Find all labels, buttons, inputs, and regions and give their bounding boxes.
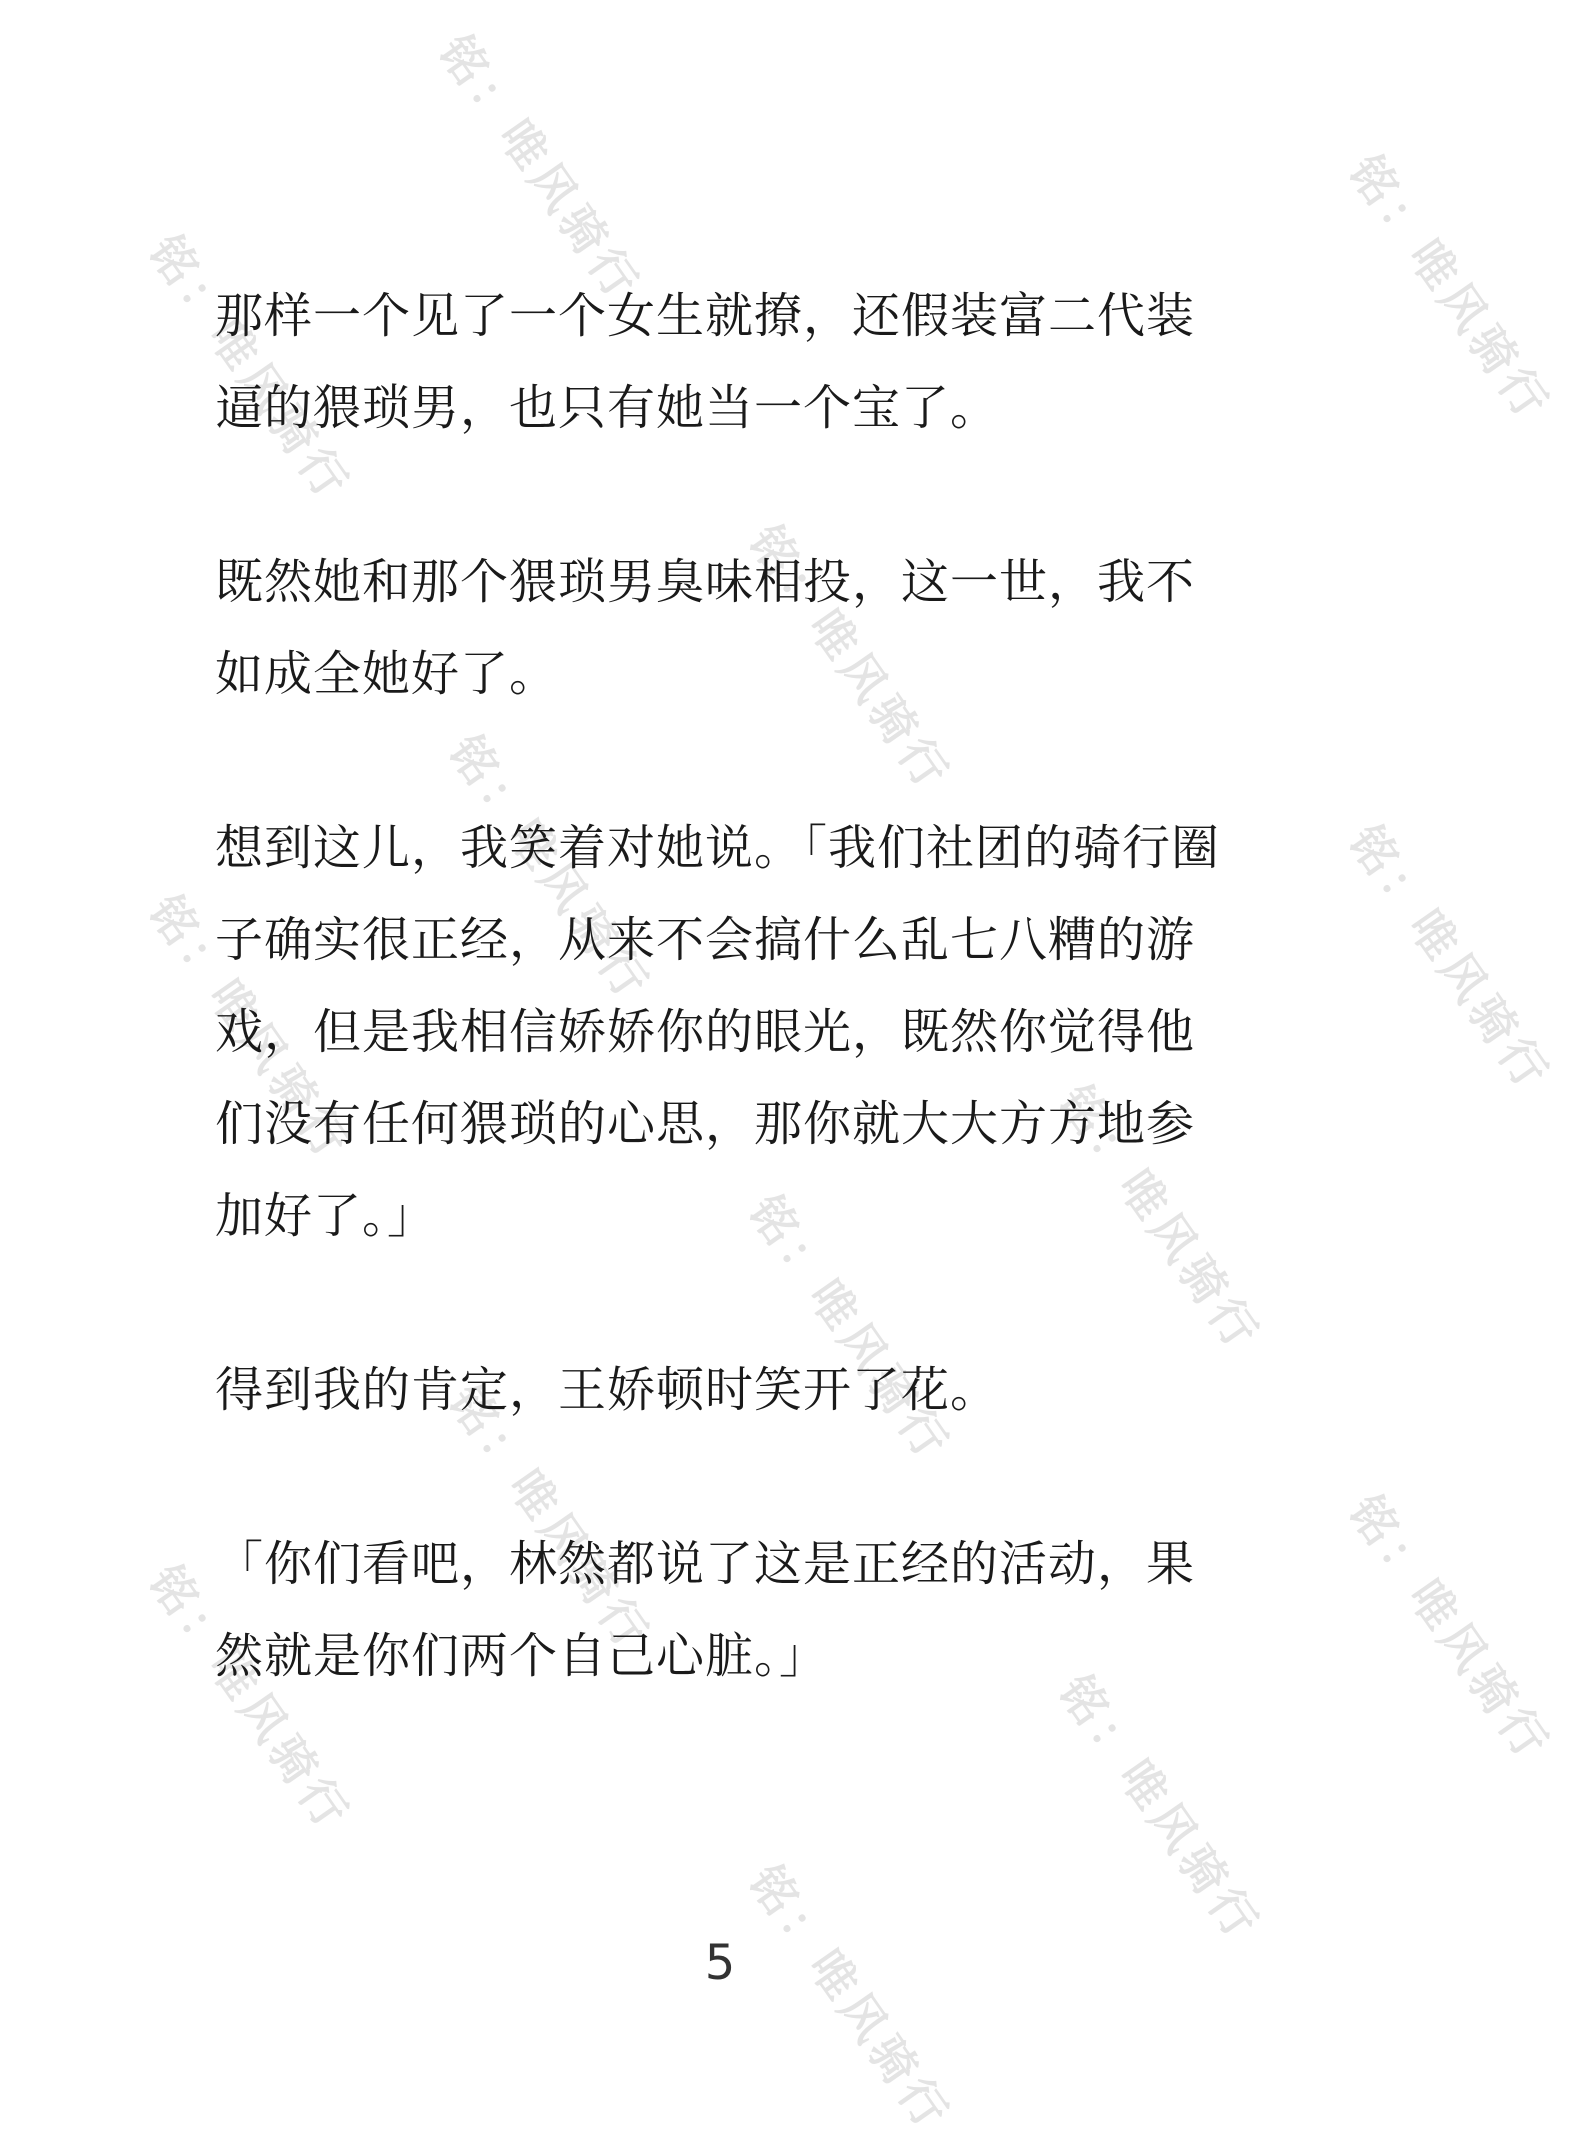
watermark: 铭：唯风骑行 bbox=[1338, 1485, 1562, 1772]
paragraph: 得到我的肯定，王娇顿时笑开了花。 bbox=[215, 1362, 1000, 1418]
watermark: 铭：唯风骑行 bbox=[438, 725, 662, 1012]
article-body bbox=[215, 270, 1225, 1784]
watermark: 铭：唯风骑行 bbox=[438, 1375, 662, 1662]
paragraph: 既然她和那个猥琐男臭味相投，这一世，我不如成全她好了。 bbox=[215, 554, 1196, 702]
watermark: 铭：唯风骑行 bbox=[1338, 815, 1562, 1102]
page-number: 5 bbox=[704, 1935, 736, 1991]
watermark: 铭：唯风骑行 bbox=[138, 225, 362, 512]
paragraph: 「你们看吧，林然都说了这是正经的活动，果然就是你们两个自己心脏。」 bbox=[215, 1536, 1196, 1684]
watermark: 铭：唯风骑行 bbox=[738, 515, 962, 802]
watermark: 铭：唯风骑行 bbox=[1048, 1665, 1272, 1952]
watermark: 铭：唯风骑行 bbox=[1048, 1075, 1272, 1362]
watermark: 铭：唯风骑行 bbox=[738, 1185, 962, 1472]
watermark: 铭：唯风骑行 bbox=[138, 1555, 362, 1842]
paragraph: 想到这儿，我笑着对她说。「我们社团的骑行圈子确实很正经，从来不会搞什么乱七八糟的游戏，但是我相信娇娇你的眼光，既然你觉得他们没有任何猥琐的心思，那你就大大方方地参加好了。」 bbox=[215, 820, 1221, 1244]
watermark: 铭：唯风骑行 bbox=[428, 25, 652, 312]
watermark: 铭：唯风骑行 bbox=[738, 1855, 962, 2142]
watermark: 铭：唯风骑行 bbox=[138, 885, 362, 1172]
paragraph: 那样一个见了一个女生就撩，还假装富二代装逼的猥琐男，也只有她当一个宝了。 bbox=[215, 288, 1196, 436]
watermark: 铭：唯风骑行 bbox=[1338, 145, 1562, 432]
